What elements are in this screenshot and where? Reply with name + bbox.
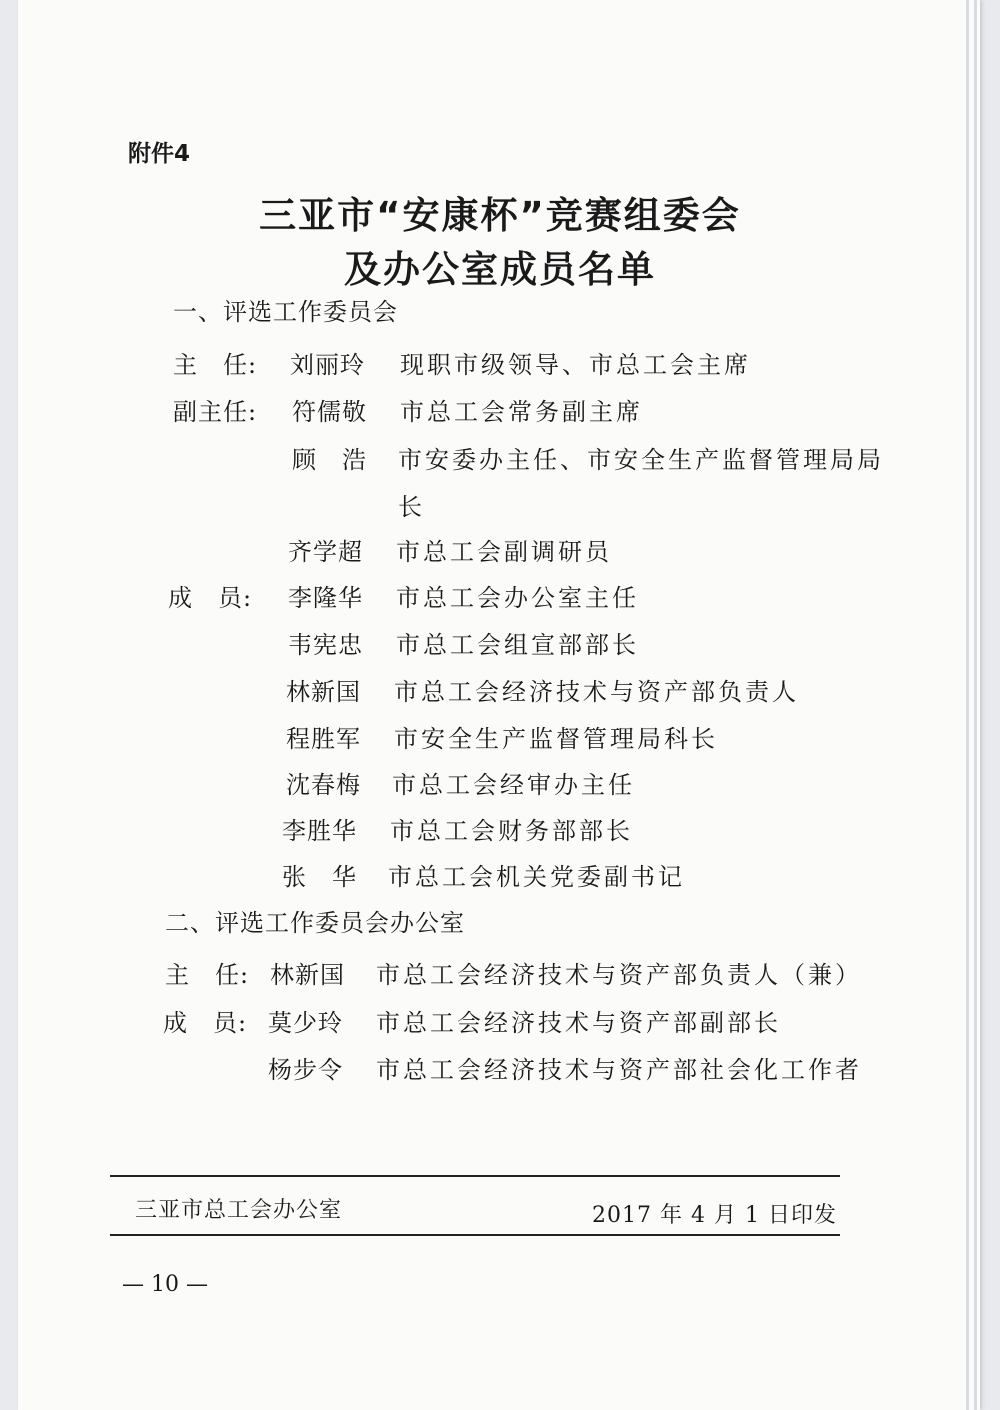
member-name: 顾 浩 (292, 446, 367, 474)
member-name: 齐学超 (288, 538, 363, 566)
list-item (0, 1003, 1000, 1037)
member-name: 韦宪忠 (288, 631, 363, 659)
member-role: 成 员: (168, 584, 253, 612)
footer-rule-top (110, 1175, 840, 1177)
member-desc: 市总工会经济技术与资产部副部长 (376, 1009, 781, 1037)
member-desc: 市总工会常务副主席 (400, 398, 643, 426)
member-desc: 市总工会经审办主任 (392, 771, 635, 799)
member-name: 程胜军 (286, 725, 361, 753)
member-role: 主 任: (173, 351, 258, 379)
list-item (0, 857, 1000, 891)
member-role: 副主任: (173, 398, 258, 426)
member-name: 李胜华 (282, 817, 357, 845)
member-desc: 市安全生产监督管理局科长 (394, 725, 718, 753)
member-desc: 市总工会经济技术与资产部负责人（兼） (376, 961, 862, 989)
footer-issuer: 三亚市总工会办公室 (135, 1198, 343, 1223)
member-desc: 市总工会财务部部长 (390, 817, 633, 845)
member-name: 莫少玲 (268, 1009, 343, 1037)
member-name: 沈春梅 (286, 771, 361, 799)
member-role: 成 员: (163, 1009, 248, 1037)
member-name: 林新国 (286, 678, 361, 706)
member-desc: 市总工会组宣部部长 (396, 631, 639, 659)
list-item (0, 1050, 1000, 1084)
member-desc: 市总工会经济技术与资产部社会化工作者 (376, 1056, 862, 1084)
section1-heading: 一、评选工作委员会 (173, 298, 398, 326)
list-item (0, 811, 1000, 845)
attachment-label: 附件4 (128, 141, 191, 167)
member-desc: 市总工会机关党委副书记 (388, 863, 685, 891)
document-title-line1: 三亚市“安康杯”竞赛组委会 (259, 194, 741, 237)
list-item (0, 765, 1000, 799)
member-role: 主 任: (165, 961, 250, 989)
member-name: 李隆华 (288, 584, 363, 612)
member-name: 杨步令 (268, 1056, 343, 1084)
member-name: 刘丽玲 (290, 351, 365, 379)
member-desc: 市总工会副调研员 (396, 538, 612, 566)
member-name: 符儒敬 (292, 398, 367, 426)
list-item (0, 392, 1000, 426)
list-item (0, 672, 1000, 706)
member-name: 林新国 (270, 961, 345, 989)
member-desc: 现职市级领导、市总工会主席 (400, 351, 751, 379)
section2-heading: 二、评选工作委员会办公室 (165, 909, 465, 937)
list-item (0, 719, 1000, 753)
member-desc: 市安委办主任、市安全生产监督管理局局 (398, 446, 884, 474)
member-desc: 市总工会办公室主任 (396, 584, 639, 612)
document-title-line2: 及办公室成员名单 (344, 248, 656, 291)
list-item (0, 487, 1000, 521)
list-item (0, 578, 1000, 612)
member-name: 张 华 (282, 863, 357, 891)
footer-rule-bottom (110, 1234, 840, 1236)
page-number: — 10 — (122, 1272, 208, 1297)
list-item (0, 345, 1000, 379)
member-desc: 市总工会经济技术与资产部负责人 (394, 678, 799, 706)
list-item (0, 625, 1000, 659)
list-item (0, 440, 1000, 474)
footer-date: 2017 年 4 月 1 日印发 (592, 1203, 837, 1228)
list-item (0, 532, 1000, 566)
member-desc: 长 (398, 493, 425, 521)
list-item (0, 955, 1000, 989)
